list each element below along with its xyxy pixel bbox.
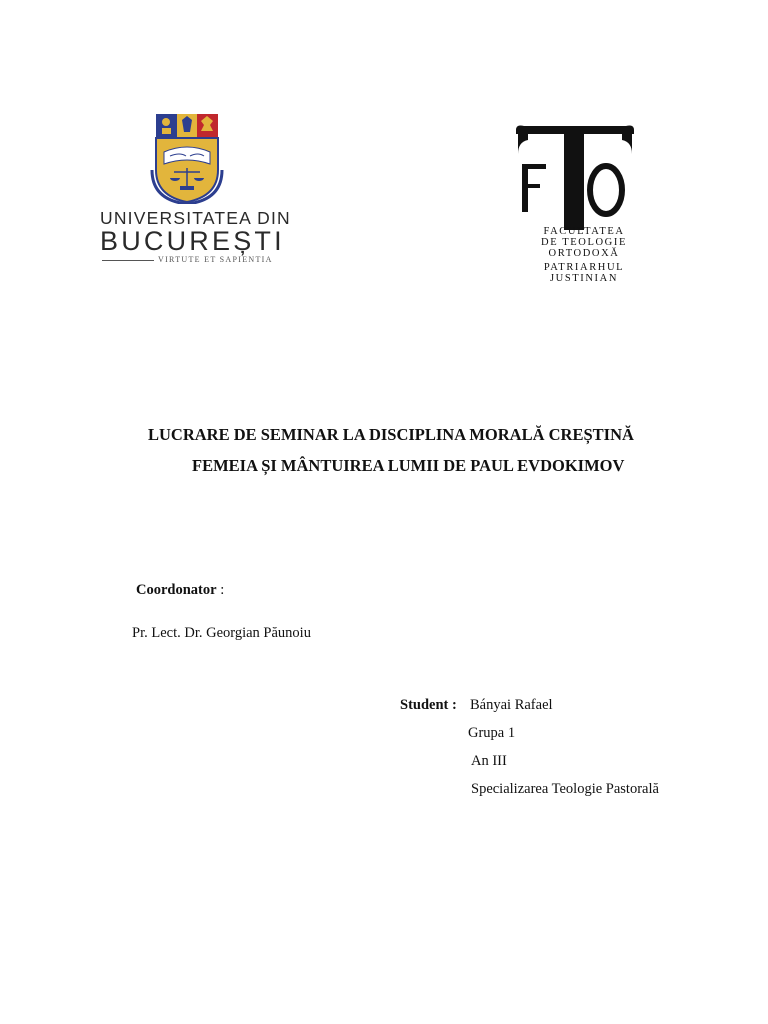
faculty-line-1: FACULTATEA (543, 226, 625, 237)
university-name-line2: BUCUREȘTI (100, 226, 285, 256)
student-specialization: Specializarea Teologie Pastorală (471, 781, 659, 797)
student-label: Student : (400, 697, 457, 713)
page-title-line1: LUCRARE DE SEMINAR LA DISCIPLINA MORALĂ CREȘTINĂ (148, 425, 634, 444)
coordinator-row (136, 582, 224, 599)
university-of-bucharest-logo (100, 112, 291, 268)
divider (102, 260, 154, 261)
page-title-line2: FEMEIA ȘI MÂNTUIREA LUMII DE PAUL EVDOKIMOV (192, 456, 625, 475)
student-name: Bányai Rafael (470, 697, 553, 713)
coordinator-name: Pr. Lect. Dr. Georgian Păunoiu (132, 625, 311, 641)
fto-monogram-icon (512, 120, 638, 230)
university-motto: VIRTUTE ET SAPIENTIA (158, 255, 273, 264)
faculty-line-4: PATRIARHUL (543, 262, 625, 273)
university-name-line1: UNIVERSITATEA DIN (100, 208, 291, 228)
university-crest-icon (100, 112, 275, 204)
faculty-line-5: JUSTINIAN (549, 273, 619, 284)
faculty-line-2: DE TEOLOGIE (541, 237, 627, 248)
student-year: An III (471, 753, 507, 769)
faculty-line-3: ORTODOXĂ (548, 248, 620, 259)
coordinator-separator: : (216, 582, 225, 598)
coordinator-label: Coordonator (136, 582, 217, 598)
student-group: Grupa 1 (468, 725, 516, 741)
faculty-of-theology-logo (512, 120, 638, 290)
